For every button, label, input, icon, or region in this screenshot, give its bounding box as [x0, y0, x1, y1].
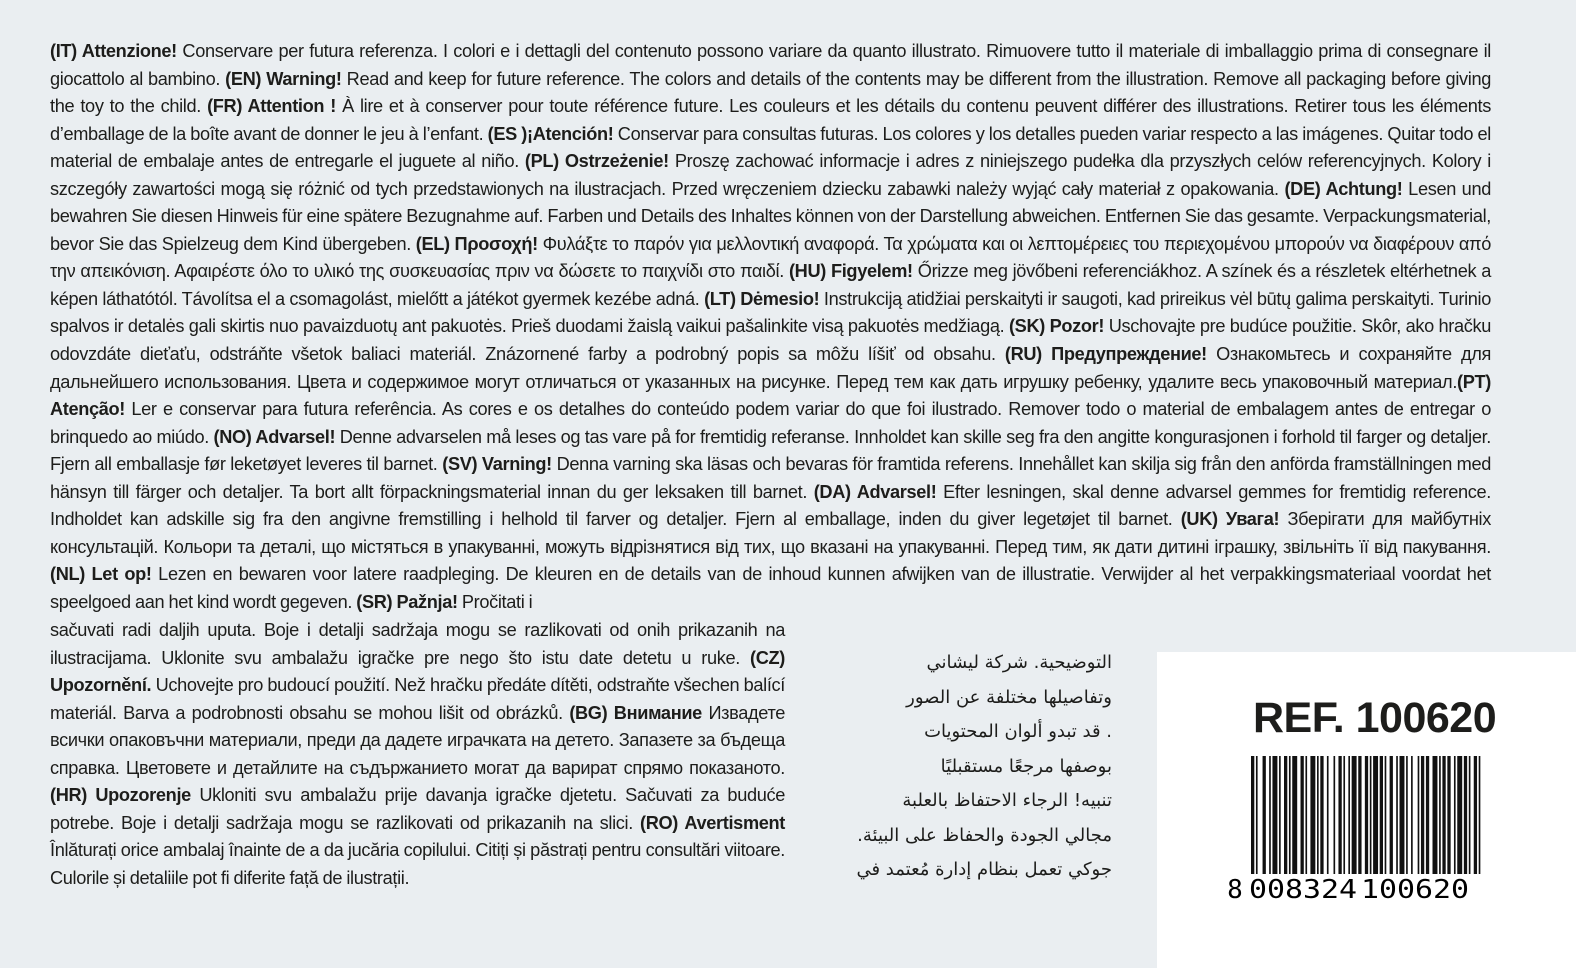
warning-label: (RO) Avertisment [640, 812, 785, 833]
barcode-bar [1390, 756, 1393, 886]
warning-text: À lire et à conserver pour toute référence future. Les couleurs et les détails du contenu peuvent différer des illustrations. Retirer tous les éléments d’emballage de la boîte avant de donner le jeu à l’enfant. [50, 96, 1492, 144]
barcode-bar [1310, 756, 1315, 886]
warning-label: (IT) Attenzione! [50, 41, 177, 61]
warning-text: Pročitati i [457, 591, 533, 612]
barcode-first-digit: 8 [1227, 875, 1243, 902]
multilingual-warnings [50, 38, 1491, 616]
barcode-bar [1352, 756, 1357, 886]
barcode-bar [1284, 756, 1287, 886]
barcode-bar [1474, 756, 1477, 886]
barcode-bar [1385, 756, 1387, 886]
warning-text: Uchovejte pro budoucí použití. Než hračku předáte dítěti, odstraňte všechen balící materiál. Barva a podrobnosti obsahu se mohou lišit od obrázků. [50, 675, 785, 723]
warning-text: Извадете всички опаковъчни материали, преди да дадете играчката на детето. Запазете за бъдеща справка. Цветовете и детайлите на съдържанието могат да варират спрямо показаното. [50, 702, 785, 778]
barcode-bar [1279, 756, 1281, 886]
warning-text: Conservar para consultas futuras. Los colores y los detalles pueden variar respecto a las imágenes. Quitar todo el material de embalaje antes de entregarle el juguete al niño. [50, 123, 1492, 172]
barcode-bar [1358, 756, 1361, 886]
barcode-right-digits: 100620 [1361, 875, 1469, 902]
barcode-bar [1320, 756, 1323, 886]
barcode-left-digits: 008324 [1249, 875, 1357, 902]
warning-label: (ES )¡Atención! [487, 123, 614, 144]
barcode-bar [1289, 756, 1291, 886]
barcode-bar [1426, 756, 1429, 886]
barcode-bar [1396, 756, 1398, 886]
warning-text: Uschovajte pre budúce použitie. Skôr, ako hračku odovzdáte dieťaťu, odstráňte všetok baliaci materiál. Znázornené farby a podrobný popis sa môžu líšiť od obsahu. [50, 316, 1491, 365]
warning-label: (HR) Upozorenje [50, 785, 191, 806]
warning-text: sačuvati radi daljih uputa. Boje i detalji sadržaja mogu se razlikovati od onih prikazanih na ilustracijama. Uklonite svu ambalažu igračke pre nego što istu date detetu u ruke. [50, 620, 785, 668]
barcode-bar [1469, 756, 1471, 886]
warning-label: (NL) Let op! [50, 564, 152, 585]
warning-text: Ler e conservar para futura referência. As cores e os detalhes do conteúdo podem variar do que foi ilustrado. Remover todo o material de embalagem antes de entregar o brinquedo ao miúdo. [50, 399, 1491, 447]
arabic-line: . قد تبدو ألوان المحتويات [924, 721, 1112, 742]
barcode-bar [1327, 756, 1329, 886]
barcode-bar [1464, 756, 1467, 886]
barcode-bar [1454, 756, 1456, 886]
barcode-bar [1334, 756, 1336, 886]
warning-text: Φυλάξτε το παρόν για μελλοντική αναφορά. Τα χρώματα και οι λεπτομέρειες του περιεχομένου μπορούν να διαφέρουν από την απεικόνιση. Αφαιρέστε όλο το υλικό της συσκευασίας πριν να δώσετε το παιχνίδι στο παιδί. [50, 233, 1492, 282]
arabic-line: تنبيه! الرجاء الاحتفاظ بالعلبة [902, 790, 1112, 811]
barcode-bar [1305, 756, 1307, 886]
warning-label: (SR) Pažnja! [356, 591, 458, 612]
product-label [1157, 652, 1576, 968]
warning-text: Őrizze meg jövőbeni referenciákhoz. A színek és a részletek eltérhetnek a képen láthatótól. Távolítsa el a csomagolást, mielőtt a játékot gyermek kezébe adná. [50, 261, 1491, 309]
arabic-line: مجالي الجودة والحفاظ على البيئة. [857, 824, 1112, 846]
warning-label: (RU) Предупреждение! [1004, 344, 1207, 365]
barcode-bar [1301, 756, 1304, 886]
barcode-bar [1292, 756, 1297, 886]
barcode-bar [1400, 756, 1405, 886]
barcode-bar [1442, 756, 1445, 886]
barcode-bar [1338, 756, 1341, 886]
warning-label: (SV) Varning! [442, 454, 552, 475]
barcode-bar [1269, 756, 1271, 886]
barcode-bars [1251, 756, 1480, 886]
arabic-line: التوضيحية. شركة ليشاني [926, 652, 1112, 673]
warning-text: Denne advarselen må leses og tas vare på for fremtidig referanse. Innholdet kan skille seg fra den angitte kongurasjonen i forhold til farger og detaljer. Fjern all emballasje før leketøyet leveres til barnet. [50, 426, 1491, 475]
arabic-line: جوكي تعمل بنظام إدارة مُعتمد في [856, 859, 1112, 880]
barcode-bar [1348, 756, 1350, 886]
warning-label: (SK) Pozor! [1008, 316, 1105, 337]
warning-text: Conservare per futura referenza. I colori e i dettagli del contenuto possono variare da quanto illustrato. Rimuovere tutto il materiale di imballaggio prima di consegnare il giocattolo al bambino. [50, 41, 1491, 89]
barcode-bar [1370, 756, 1372, 886]
warning-text: Efter lesningen, skal denne advarsel gemmes for fremtidig reference. Indholdet kan adskille sig fra den angivne fremstilling i helhold til farver og detaljer. Fjern al emballage, inden du giver legetøjet til barnet. [50, 481, 1491, 530]
warning-label: (PL) Ostrzeżenie! [524, 151, 669, 172]
arabic-warning [800, 646, 1112, 888]
barcode-bar [1406, 756, 1408, 886]
barcode-bar [1421, 756, 1424, 886]
barcode-bar [1373, 756, 1378, 886]
warning-text: Ukloniti svu ambalažu prije davanja igračke djetetu. Sačuvati za buduće potrebe. Boje i detalji sadržaja mogu se razlikovati od prikazanih na slici. [50, 785, 785, 833]
warning-text: Lezen en bewaren voor latere raadpleging. De kleuren en de details van de inhoud kunnen afwijken van de illustratie. Verwijder al het verpakkingsmateriaal voordat het speelgoed aan het kind wordt gegeven. [50, 564, 1491, 612]
warning-text: Proszę zachować informacje i adres z niniejszego pudełka dla przyszłych celów referencyjnych. Kolory i szczegóły zawartości mogą się różnić od tych przedstawionych na ilustracjach. Przed wręczeniem dziecku zabawki należy wyjąć cały materiał z opakowania. [50, 151, 1491, 199]
arabic-line: وتفاصيلها مختلفة عن الصور [906, 686, 1112, 708]
warning-label: (LT) Dėmesio! [704, 288, 820, 309]
barcode-bar [1263, 756, 1266, 886]
warning-text: Denna varning ska läsas och bevaras för framtida referens. Innehållet kan skilja sig från den anförda framställningen med hänsyn till färger och detaljer. Ta bort allt förpackningsmaterial innan du ger leksaken till barnet. [50, 454, 1492, 502]
barcode [1227, 756, 1497, 902]
warning-label: (EN) Warning! [225, 68, 342, 89]
warning-label: (DE) Achtung! [1284, 178, 1403, 199]
warning-label: (PT) Atenção! [50, 371, 1491, 420]
barcode-bar [1272, 756, 1277, 886]
warning-text: Read and keep for future reference. The colors and details of the contents may be different from the illustration. Remove all packaging before giving the toy to the child. [50, 68, 1491, 117]
warning-text: Înlăturați orice ambalaj înainte de a da jucăria copilului. Citiți și păstrați pentru consultări viitoare. Culorile și detaliile pot fi diferite față de ilustrații. [50, 840, 785, 888]
warning-label: (EL) Προσοχή! [415, 233, 538, 254]
arabic-line: بوصفها مرجعًا مستقبليًا [940, 755, 1112, 777]
warning-label: (DA) Advarsel! [813, 481, 937, 502]
warning-label: (UK) Увага! [1180, 509, 1280, 530]
warning-text: Lesen und bewahren Sie diesen Hinweis für eine spätere Bezugnahme auf. Farben und Details des Inhaltes können von der Darstellung abweichen. Entfernen Sie das gesamte. Verpackungsmaterial, bevor Sie das Spielzeug dem Kind übergeben. [50, 178, 1491, 254]
barcode-bar [1317, 756, 1319, 886]
warning-label: (NO) Advarsel! [213, 426, 336, 447]
warning-label: (HU) Figyelem! [788, 261, 913, 282]
warning-label: (CZ) Upozornění. [50, 647, 785, 696]
barcode-bar [1365, 756, 1368, 886]
multilingual-warnings-continued [50, 617, 785, 892]
barcode-bar [1380, 756, 1383, 886]
reference-number: REF. 100620 [1253, 694, 1497, 742]
warning-label: (FR) Attention ! [207, 96, 336, 117]
barcode-bar [1343, 756, 1345, 886]
barcode-bar [1439, 756, 1441, 886]
barcode-bar [1433, 756, 1438, 886]
warning-text: Зберігати для майбутніх консультацій. Кольори та деталі, що містяться в упакуванні, можуть відрізнятися від тих, що вказані на упакуванні. Перед тим, як дати дитині іграшку, звільніть її від пакування. [50, 509, 1491, 557]
barcode-bar [1447, 756, 1450, 886]
warning-text: Instrukciją atidžiai perskaityti ir saugoti, kad prireikus vėl būtų galima perskaityti. Turinio spalvos ir detalės gali skirtis nuo pavaizduotų ant pakuotės. Prieš duodami žaislą vaikui pašalinkite visą pakuotės medžiagą. [50, 288, 1491, 337]
warning-text: Ознакомьтесь и сохраняйте для дальнейшего использования. Цвета и содержимое могут отличаться от указанных на рисунке. Перед тем как дать игрушку ребенку, удалите весь упаковочный материал. [50, 344, 1492, 392]
barcode-bar [1411, 756, 1413, 886]
barcode-bar [1251, 756, 1254, 886]
barcode-bar [1418, 756, 1420, 886]
barcode-bar [1256, 756, 1258, 886]
barcode-bar [1479, 756, 1481, 886]
barcode-bar [1457, 756, 1462, 886]
warning-label: (BG) Внимание [569, 702, 702, 723]
